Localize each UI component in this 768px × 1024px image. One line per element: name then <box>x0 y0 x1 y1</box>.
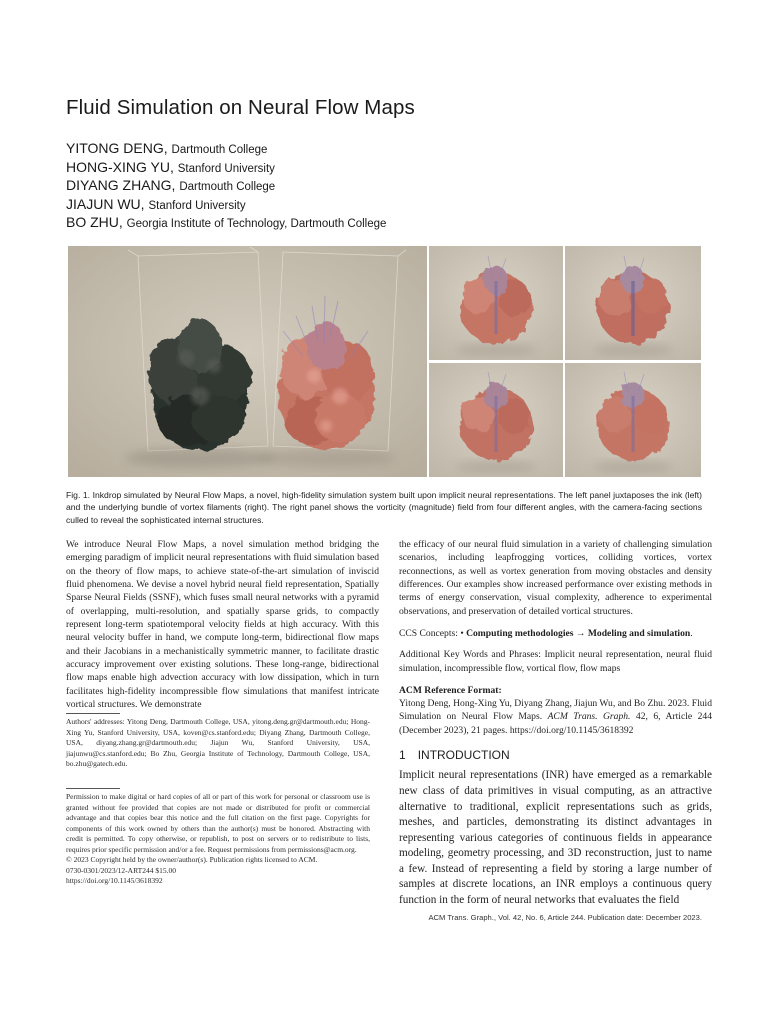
reference-heading-text: ACM Reference Format: <box>399 684 502 696</box>
author-entry: YITONG DENG, Dartmouth College <box>66 140 268 156</box>
author-affiliation: Dartmouth College <box>179 181 276 193</box>
addresses-text: Authors' addresses: Yitong Deng, Dartmouth College, USA, yitong.deng.gr@dartmouth.edu; Hong-Xing Yu, Stanford University, USA, koven@cs.stanford.edu; Diyang Zhang, Dartmouth College, USA, diyang.zhang.gr@dartmouth.edu; Jiajun Wu, Stanford University, USA, jiajunwu@cs.stanford.edu; Bo Zhu, Georgia Institute of Technology, Dartmouth College, USA, bo.zhu@gatech.edu. <box>66 717 370 768</box>
figure-caption <box>66 489 702 526</box>
author-affiliation: Stanford University <box>148 199 246 212</box>
author-addresses <box>66 717 370 770</box>
ink-and-vortex-panel <box>68 246 427 477</box>
vorticity-view <box>565 246 701 360</box>
keywords: Additional Key Words and Phrases: Implicit neural representation, neural fluid simulation, incompressible flow, vortical flow, flow maps <box>399 649 712 674</box>
author-entry: DIYANG ZHANG, Dartmouth College <box>66 177 276 193</box>
vorticity-view <box>429 363 563 477</box>
author-affiliation: Stanford University <box>177 162 275 175</box>
author-name: JIAJUN WU <box>66 195 141 212</box>
left-column <box>66 538 379 711</box>
permission-notice <box>66 792 370 887</box>
author-name: HONG-XING YU <box>66 158 170 175</box>
author-entry: JIAJUN WU, Stanford University <box>66 195 246 212</box>
author-entry: HONG-XING YU, Stanford University <box>66 158 275 175</box>
teaser-figure <box>68 246 701 477</box>
section-title: INTRODUCTION <box>417 747 510 762</box>
author-name: DIYANG ZHANG <box>66 177 172 193</box>
vorticity-view <box>565 363 701 477</box>
author-name: YITONG DENG <box>66 140 164 156</box>
page-footer: ACM Trans. Graph., Vol. 42, No. 6, Article 244. Publication date: December 2023. <box>428 913 702 922</box>
permission-text: Permission to make digital or hard copies of all or part of this work for personal or classroom use is granted without fee provided that copies are not made or distributed for profit or commercial advantage and that copies bear this notice and the full citation on the first page. Copyrights for components of this work owned by others than the author(s) must be honored. Abstracting with credit is permitted. To copy otherwise, or republish, to post on servers or to redistribute to lists, requires prior specific permission and/or a fee. Request permissions from permissions@acm.org. <box>66 792 370 854</box>
reference-authors: Yitong Deng, Hong-Xing Yu, Diyang Zhang, Jiajun Wu, and Bo Zhu. 2023. Fluid Simulation on Neural Flow Maps. <box>399 697 712 723</box>
ccs-concepts <box>399 627 712 640</box>
section-heading <box>399 749 712 762</box>
ccs-label: CCS Concepts: <box>399 627 458 639</box>
permission-rule <box>66 788 120 789</box>
reference-citation <box>399 697 712 737</box>
ccs-bullet: • <box>460 627 467 639</box>
vorticity-view <box>429 246 563 360</box>
author-name: BO ZHU <box>66 214 119 230</box>
doi-line: https://doi.org/10.1145/3618392 <box>66 876 163 885</box>
abstract-text: We introduce Neural Flow Maps, a novel simulation method bridging the emerging paradigm of implicit neural representations with fluid simulation based on the theory of flow maps, to achieve state-of-the-art simulation of inviscid fluid phenomena. We devise a novel hybrid neural field representation, Spatially Sparse Neural Fields (SSNF), which fuses small neural networks with a pyramid of overlapping, multi-resolution, and spatially sparse grids, to compactly represent long-term spatiotemporal velocity fields at high accuracy. With this neural velocity buffer in hand, we compute long-term, bidirectional flow maps and their Jacobians in a mechanistically symmetric manner, to facilitate drastic accuracy improvement over existing solutions. These long-range, bidirectional flow maps enable high advection accuracy with low dissipation, which in turn facilitates high-fidelity incompressible flow simulations that manifest intricate vortical structures. We demonstrate <box>66 539 379 711</box>
author-entry: BO ZHU, Georgia Institute of Technology, Dartmouth College <box>66 214 387 230</box>
reference-heading <box>399 684 712 697</box>
reference-journal: ACM Trans. Graph. <box>547 711 631 723</box>
caption-label: Fig. 1. <box>66 490 91 500</box>
section-number: 1 <box>399 747 406 762</box>
reference-details: 42, 6, Article 244 (December 2023), 21 pages. https://doi.org/10.1145/3618392 <box>399 711 712 736</box>
author-affiliation: Dartmouth College <box>171 144 268 156</box>
issn-line: 0730-0301/2023/12-ART244 $15.00 <box>66 865 176 875</box>
right-column <box>399 538 712 909</box>
author-affiliation: Georgia Institute of Technology, Dartmouth College <box>126 218 387 230</box>
footnote-rule <box>66 713 120 714</box>
copyright-line: © 2023 Copyright held by the owner/author(s). Publication rights licensed to ACM. <box>66 855 318 864</box>
abstract-continued: the efficacy of our neural fluid simulation in a variety of challenging simulation scenarios, including leapfrogging vortices, colliding vortices, vortex reconnections, as well as vortex generation from moving obstacles and density differences. Our examples show increased performance over existing methods in terms of energy conservation, visual complexity, adherence to experimental observations, and preservation of detailed vortical structures. <box>399 539 712 617</box>
author-list <box>66 140 386 233</box>
intro-text: Implicit neural representations (INR) have emerged as a remarkable new class of data primitives in visual computing, as an attractive alternative to traditional, explicit representations such as grids, meshes, and particles, demonstrating its distinct advantages in representing various categories of continuous fields in appearance modeling, geometry processing, and 3D reconstruction, just to name a few. Instead of representing a field by storing a large number of samples at discrete locations, an INR employs a continuous query function in the form of neural networks that evaluates the field <box>399 769 712 907</box>
ccs-suffix: . <box>690 627 693 639</box>
caption-text: Inkdrop simulated by Neural Flow Maps, a novel, high-fidelity simulation system built upon implicit neural representations. The left panel juxtaposes the ink (left) and the underlying bundle of vortex filaments (right). The right panel shows the vorticity (magnitude) field from four different angles, with the camera-facing sections culled to reveal the sophisticated internal structures. <box>66 490 703 525</box>
paper-title: Fluid Simulation on Neural Flow Maps <box>66 96 415 119</box>
ccs-value: Computing methodologies → Modeling and simulation <box>466 627 691 639</box>
vorticity-views <box>429 246 701 477</box>
